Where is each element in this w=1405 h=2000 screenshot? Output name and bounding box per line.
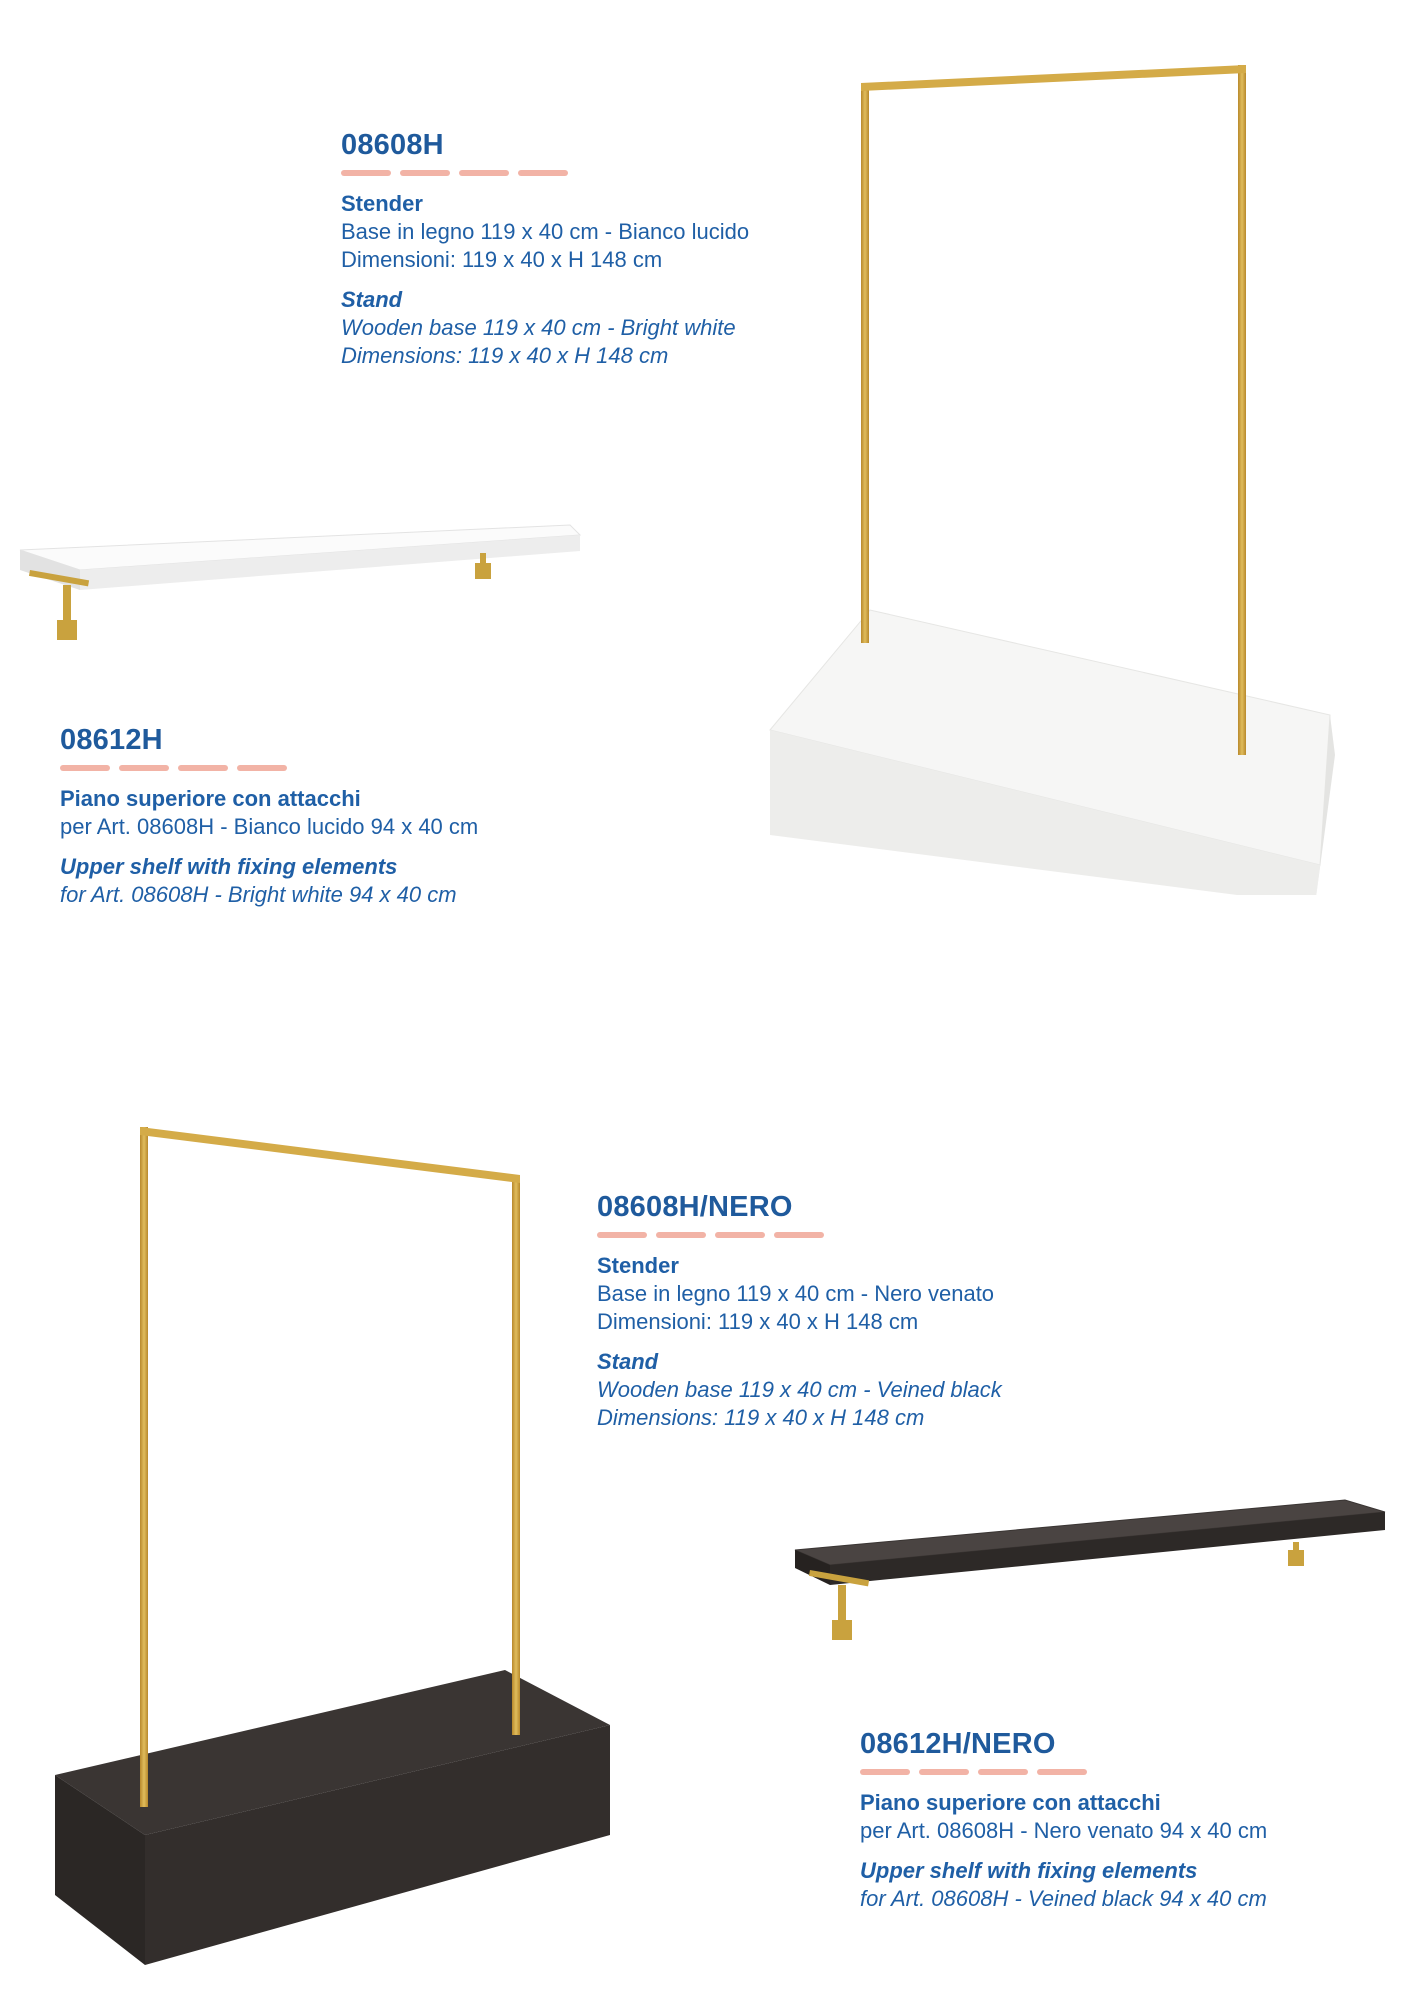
it-title: Piano superiore con attacchi	[60, 786, 361, 811]
en-line-1: Wooden base 119 x 40 cm - Bright white	[341, 315, 736, 340]
en-line-2: Dimensions: 119 x 40 x H 148 cm	[341, 343, 669, 368]
product-08608H-nero	[597, 1190, 1067, 1432]
product-08608H	[341, 128, 801, 370]
accent-dashes	[341, 170, 801, 176]
accent-dashes	[60, 765, 620, 771]
en-title: Stand	[597, 1349, 659, 1374]
white-stand-illustration	[760, 55, 1340, 895]
it-line-1: per Art. 08608H - Nero venato 94 x 40 cm	[860, 1818, 1268, 1843]
it-line-2: Dimensioni: 119 x 40 x H 148 cm	[341, 247, 663, 272]
product-code: 08608H	[341, 129, 444, 161]
product-08612H	[60, 723, 620, 909]
en-line-2: Dimensions: 119 x 40 x H 148 cm	[597, 1405, 925, 1430]
it-title: Stender	[341, 191, 423, 216]
white-shelf-illustration	[15, 515, 595, 655]
product-code: 08612H	[60, 724, 163, 756]
en-line-1: for Art. 08608H - Bright white 94 x 40 cm	[60, 882, 457, 907]
black-shelf-illustration	[790, 1490, 1390, 1650]
product-code: 08612H/NERO	[860, 1728, 1056, 1760]
product-08612H-nero	[860, 1727, 1390, 1913]
en-line-1: Wooden base 119 x 40 cm - Veined black	[597, 1377, 1002, 1402]
it-line-1: Base in legno 119 x 40 cm - Bianco lucido	[341, 219, 750, 244]
it-title: Stender	[597, 1253, 679, 1278]
black-stand-illustration	[55, 1115, 615, 1975]
it-line-2: Dimensioni: 119 x 40 x H 148 cm	[597, 1309, 919, 1334]
it-line-1: per Art. 08608H - Bianco lucido 94 x 40 cm	[60, 814, 479, 839]
accent-dashes	[597, 1232, 1067, 1238]
accent-dashes	[860, 1769, 1390, 1775]
en-line-1: for Art. 08608H - Veined black 94 x 40 cm	[860, 1886, 1267, 1911]
it-line-1: Base in legno 119 x 40 cm - Nero venato	[597, 1281, 995, 1306]
en-title: Upper shelf with fixing elements	[860, 1858, 1198, 1883]
en-title: Upper shelf with fixing elements	[60, 854, 398, 879]
product-code: 08608H/NERO	[597, 1191, 793, 1223]
it-title: Piano superiore con attacchi	[860, 1790, 1161, 1815]
en-title: Stand	[341, 287, 403, 312]
